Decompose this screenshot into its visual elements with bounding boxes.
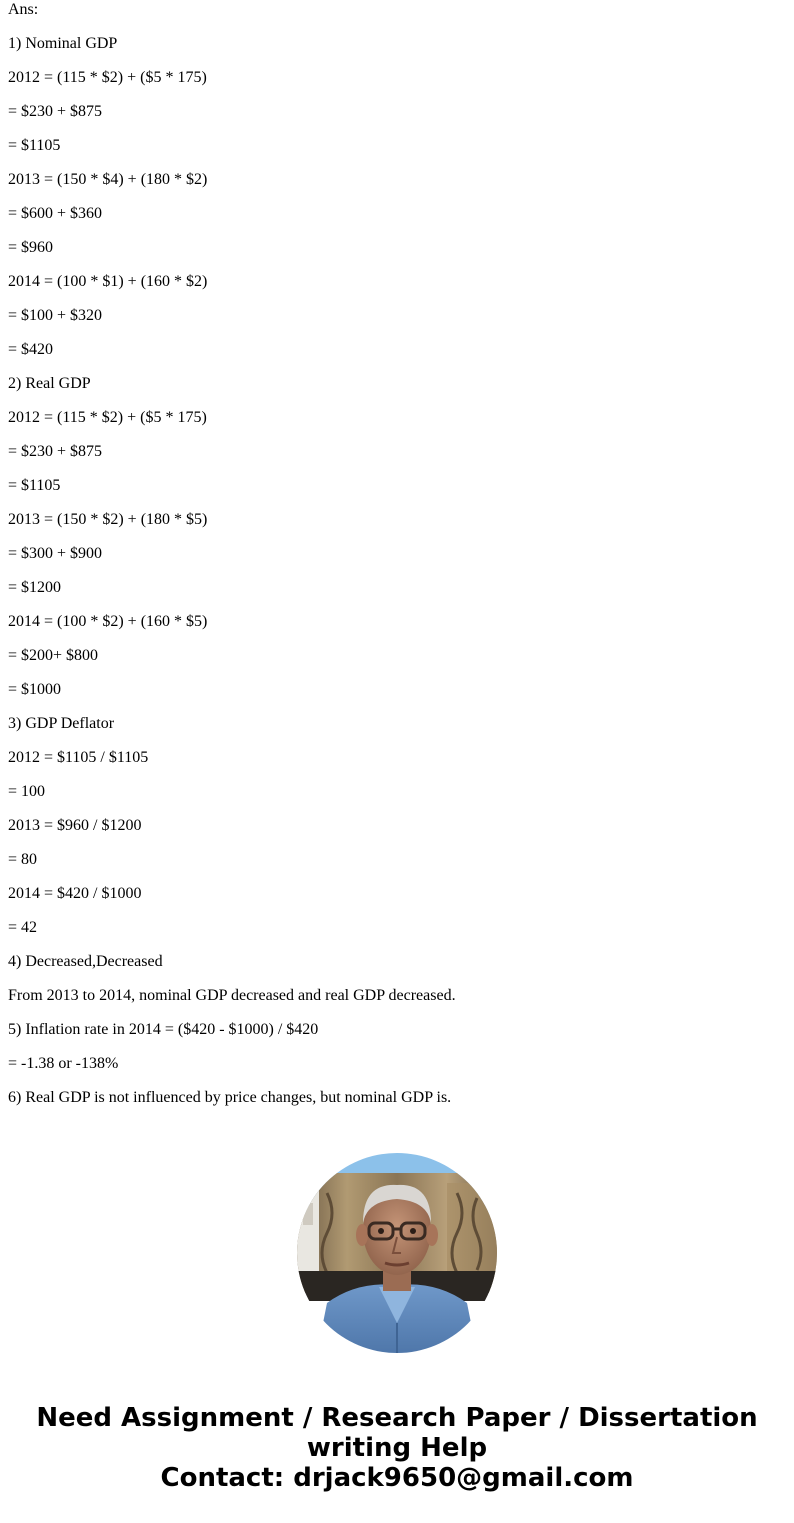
answer-text-block bbox=[8, 0, 788, 1122]
section-heading-decreased: 4) Decreased,Decreased bbox=[8, 953, 163, 970]
answer-line: 2012 = (115 * $2) + ($5 * 175) bbox=[8, 409, 207, 426]
section-heading-gdp-deflator: 3) GDP Deflator bbox=[8, 715, 115, 732]
answer-line: 2012 = $1105 / $1105 bbox=[8, 749, 149, 766]
answer-line: 2014 = (100 * $2) + (160 * $5) bbox=[8, 613, 208, 630]
answer-line: 2013 = (150 * $2) + (180 * $5) bbox=[8, 511, 208, 528]
answer-line: = $300 + $900 bbox=[8, 545, 103, 562]
answer-line: = $1200 bbox=[8, 579, 62, 596]
answer-line: 2014 = (100 * $1) + (160 * $2) bbox=[8, 273, 208, 290]
promo-headline-line1: Need Assignment / Research Paper / Dissertation bbox=[36, 1403, 758, 1433]
answer-line: = $200+ $800 bbox=[8, 647, 99, 664]
answer-line: 2014 = $420 / $1000 bbox=[8, 885, 142, 902]
answer-line: 2012 = (115 * $2) + ($5 * 175) bbox=[8, 69, 207, 86]
answer-line: = $1105 bbox=[8, 477, 61, 494]
promo-banner bbox=[0, 1403, 794, 1493]
promo-headline-line2: writing Help bbox=[306, 1433, 488, 1463]
answer-line: = $230 + $875 bbox=[8, 443, 103, 460]
answer-line: = $230 + $875 bbox=[8, 103, 103, 120]
author-avatar bbox=[297, 1153, 497, 1353]
section-heading-real-vs-nominal: 6) Real GDP is not influenced by price changes, but nominal GDP is. bbox=[8, 1089, 452, 1106]
answer-line: From 2013 to 2014, nominal GDP decreased and real GDP decreased. bbox=[8, 987, 456, 1004]
answer-line: = $600 + $360 bbox=[8, 205, 103, 222]
answer-line: = $960 bbox=[8, 239, 54, 256]
answer-line: = 80 bbox=[8, 851, 38, 868]
section-heading-nominal-gdp: 1) Nominal GDP bbox=[8, 35, 118, 52]
answer-line: = $1105 bbox=[8, 137, 61, 154]
answer-line: = -1.38 or -138% bbox=[8, 1055, 119, 1072]
answer-line: = $420 bbox=[8, 341, 54, 358]
answer-line: = $100 + $320 bbox=[8, 307, 103, 324]
answer-line: = $1000 bbox=[8, 681, 62, 698]
answer-label: Ans: bbox=[8, 1, 39, 18]
section-heading-inflation-rate: 5) Inflation rate in 2014 = ($420 - $1000) / $420 bbox=[8, 1021, 319, 1038]
author-portrait-image bbox=[297, 1153, 497, 1353]
answer-line: = 100 bbox=[8, 783, 46, 800]
promo-contact-email: Contact: drjack9650@gmail.com bbox=[160, 1463, 634, 1493]
answer-line: = 42 bbox=[8, 919, 38, 936]
answer-line: 2013 = (150 * $4) + (180 * $2) bbox=[8, 171, 208, 188]
answer-line: 2013 = $960 / $1200 bbox=[8, 817, 142, 834]
section-heading-real-gdp: 2) Real GDP bbox=[8, 375, 91, 392]
